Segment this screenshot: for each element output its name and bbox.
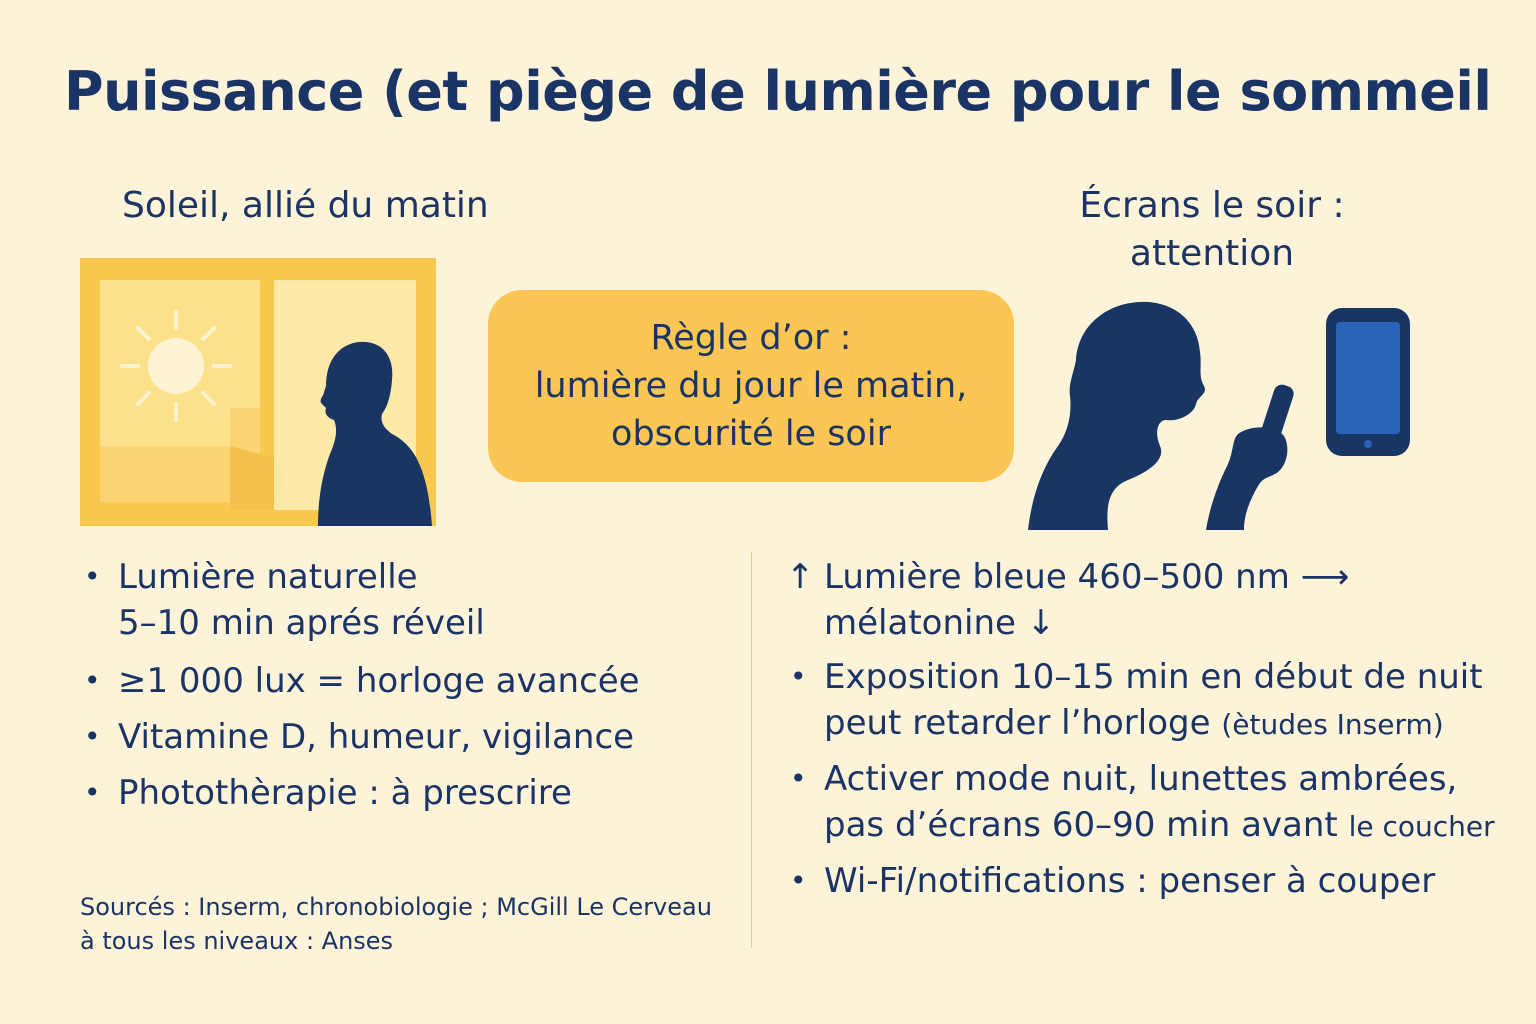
list-item [84,658,640,704]
bullet-text-note: le coucher [1348,810,1495,843]
page-title: Puissance (et piège de lumière pour le sommeil [64,60,1492,123]
list-item [84,554,640,646]
bullet-text: Vitamine D, humeur, vigilance [118,717,635,757]
bullet-dot: • [790,660,807,693]
bullet-dot: • [84,776,101,809]
list-item [790,858,1495,904]
list-item [790,654,1495,748]
rule-line-3: obscurité le soir [611,414,891,454]
rule-line-2: lumière du jour le matin, [534,366,968,406]
right-heading-line-1: Écrans le soir : [1079,185,1345,226]
window-illustration [80,258,440,530]
bullet-text: Photothèrapie : à prescrire [118,773,572,813]
sun-icon [122,312,230,420]
left-heading: Soleil, allié du matin [122,185,489,226]
bullet-text-continued: peut retarder l’horloge [824,703,1222,743]
bullet-dot: • [84,664,101,697]
bullet-text: ≥1 000 lux = horloge avancée [118,661,640,701]
list-item [84,714,640,760]
bullet-text: Exposition 10–15 min en début de nuit [824,657,1483,697]
bullet-text-continued: pas d’écrans 60–90 min avant [824,805,1349,845]
right-heading [1040,182,1384,278]
sources-note [80,890,712,958]
right-bullet-list [786,554,1495,912]
smartphone-icon [1324,306,1414,458]
list-item [786,554,1495,646]
bullet-text: Lumière naturelle [118,557,418,597]
sources-line-1: Sourcés : Inserm, chronobiologie ; McGill Le Cerveau [80,893,712,921]
list-item [84,770,640,816]
bullet-text-continued: 5–10 min aprés réveil [118,603,485,643]
bullet-text: Wi-Fi/notifications : penser à couper [824,861,1436,901]
golden-rule-box [488,290,1014,482]
left-bullet-list [84,554,640,826]
bullet-text: Activer mode nuit, lunettes ambrées, [824,759,1458,799]
sources-line-2: à tous les niveaux : Anses [80,927,394,955]
bullet-dot: • [84,560,101,593]
bullet-dot: • [790,864,807,897]
bullet-text-note: (ètudes Inserm) [1221,708,1444,741]
bullet-dot: • [790,762,807,795]
arrow-up-icon: ↑ [786,557,815,597]
person-with-phone-icon [1028,296,1298,530]
list-item [790,756,1495,850]
right-heading-line-2: attention [1129,233,1295,274]
bullet-text-continued: mélatonine ↓ [824,603,1056,643]
column-divider [751,552,752,948]
bullet-text: Lumière bleue 460–500 nm ⟶ [824,557,1350,597]
bullet-dot: • [84,720,101,753]
rule-line-1: Règle d’or : [650,318,852,358]
